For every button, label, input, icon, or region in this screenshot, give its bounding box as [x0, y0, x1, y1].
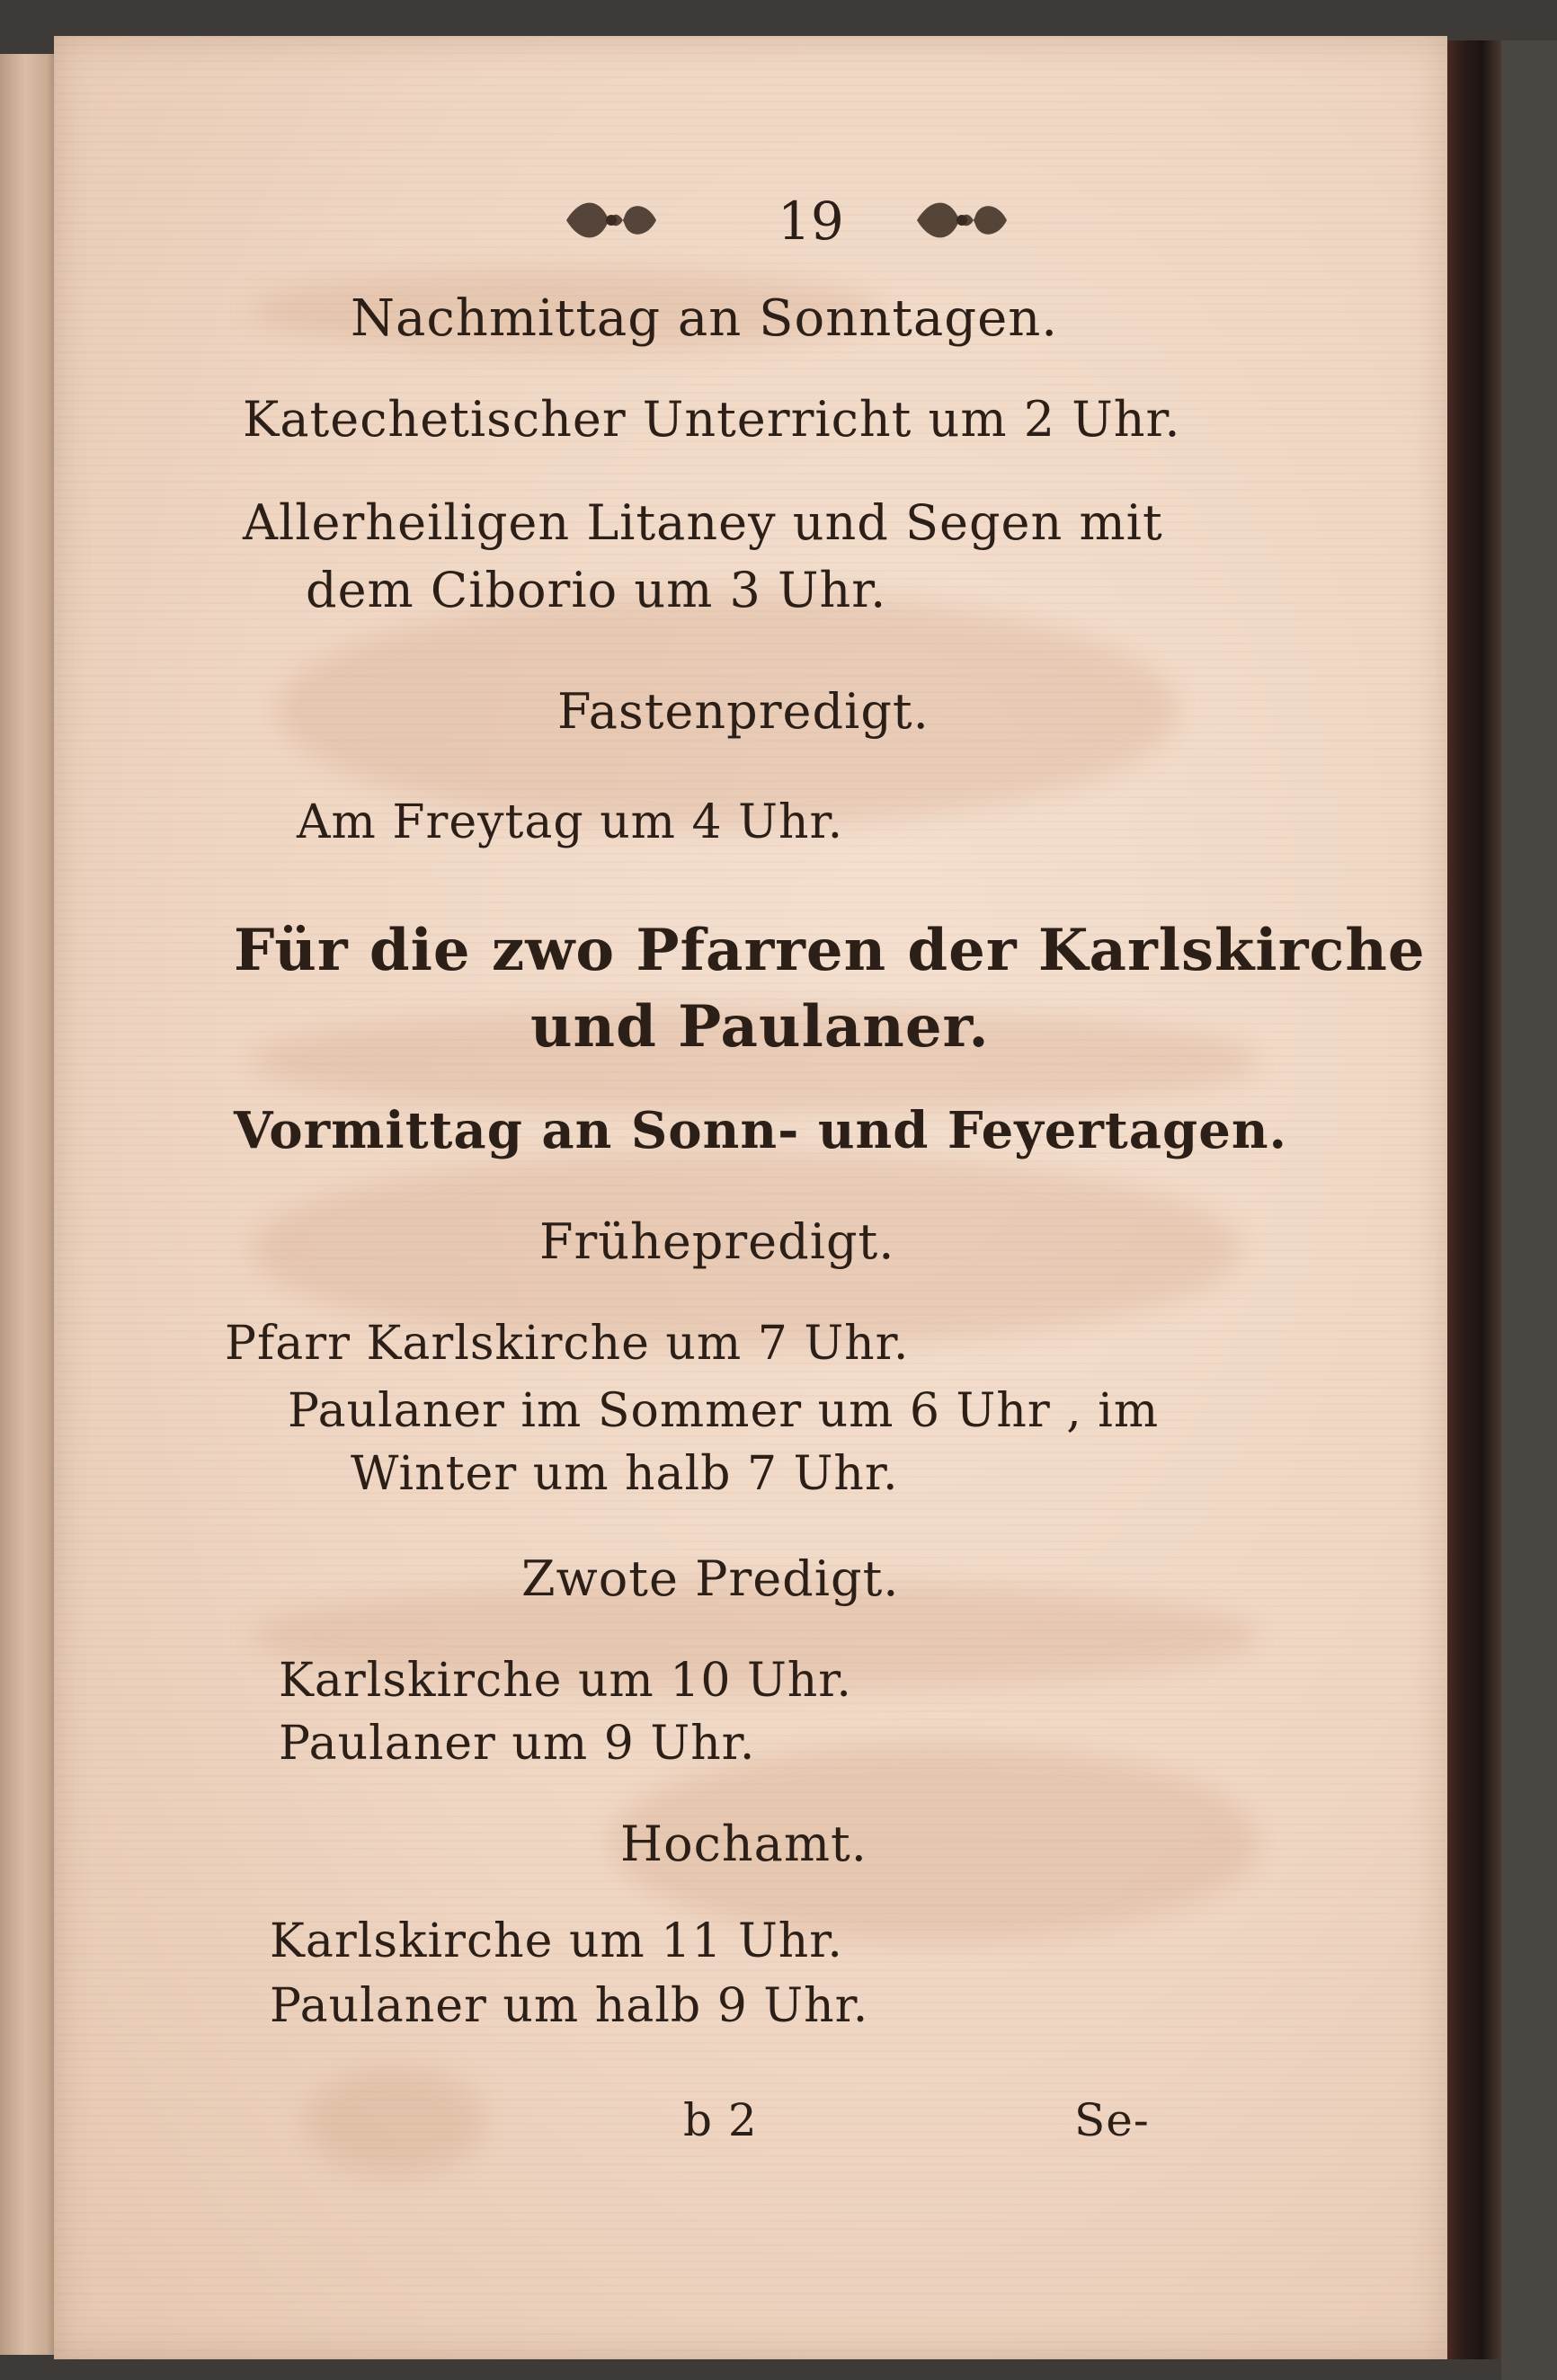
bleed-through-stain — [306, 2067, 485, 2175]
section-subheading: Vormittag an Sonn- und Feyertagen. — [234, 1101, 1288, 1160]
schedule-line: Winter um halb 7 Uhr. — [351, 1447, 899, 1501]
section-heading: Nachmittag an Sonntagen. — [351, 289, 1059, 348]
schedule-line: Paulaner um 9 Uhr. — [279, 1717, 756, 1771]
book-page — [54, 36, 1447, 2359]
section-title: und Paulaner. — [530, 993, 990, 1061]
signature-mark: b 2 — [683, 2094, 758, 2146]
schedule-line: Katechetischer Unterricht um 2 Uhr. — [243, 391, 1181, 448]
background-shadow — [1501, 40, 1557, 2380]
fleuron-ornament-icon — [908, 189, 1016, 252]
section-heading: Zwote Predigt. — [521, 1550, 900, 1607]
section-title: Für die zwo Pfarren der Karlskirche — [234, 917, 1426, 984]
catchword: Se- — [1074, 2094, 1150, 2146]
schedule-line: Allerheiligen Litaney und Segen mit — [243, 494, 1163, 551]
schedule-line: Pfarr Karlskirche um 7 Uhr. — [225, 1317, 910, 1371]
section-heading: Fastenpredigt. — [557, 683, 930, 740]
schedule-line: Paulaner um halb 9 Uhr. — [270, 1979, 869, 2033]
schedule-line: Karlskirche um 10 Uhr. — [279, 1654, 852, 1708]
page-number: 19 — [778, 191, 844, 252]
book-cover-edge — [1438, 40, 1501, 2359]
schedule-line: Paulaner im Sommer um 6 Uhr , im — [288, 1384, 1160, 1438]
schedule-line: dem Ciborio um 3 Uhr. — [306, 562, 887, 618]
schedule-line: Karlskirche um 11 Uhr. — [270, 1914, 843, 1968]
schedule-line: Am Freytag um 4 Uhr. — [297, 795, 844, 849]
section-heading: Hochamt. — [620, 1816, 867, 1872]
section-heading: Frühepredigt. — [539, 1213, 895, 1270]
fleuron-ornament-icon — [557, 189, 665, 252]
